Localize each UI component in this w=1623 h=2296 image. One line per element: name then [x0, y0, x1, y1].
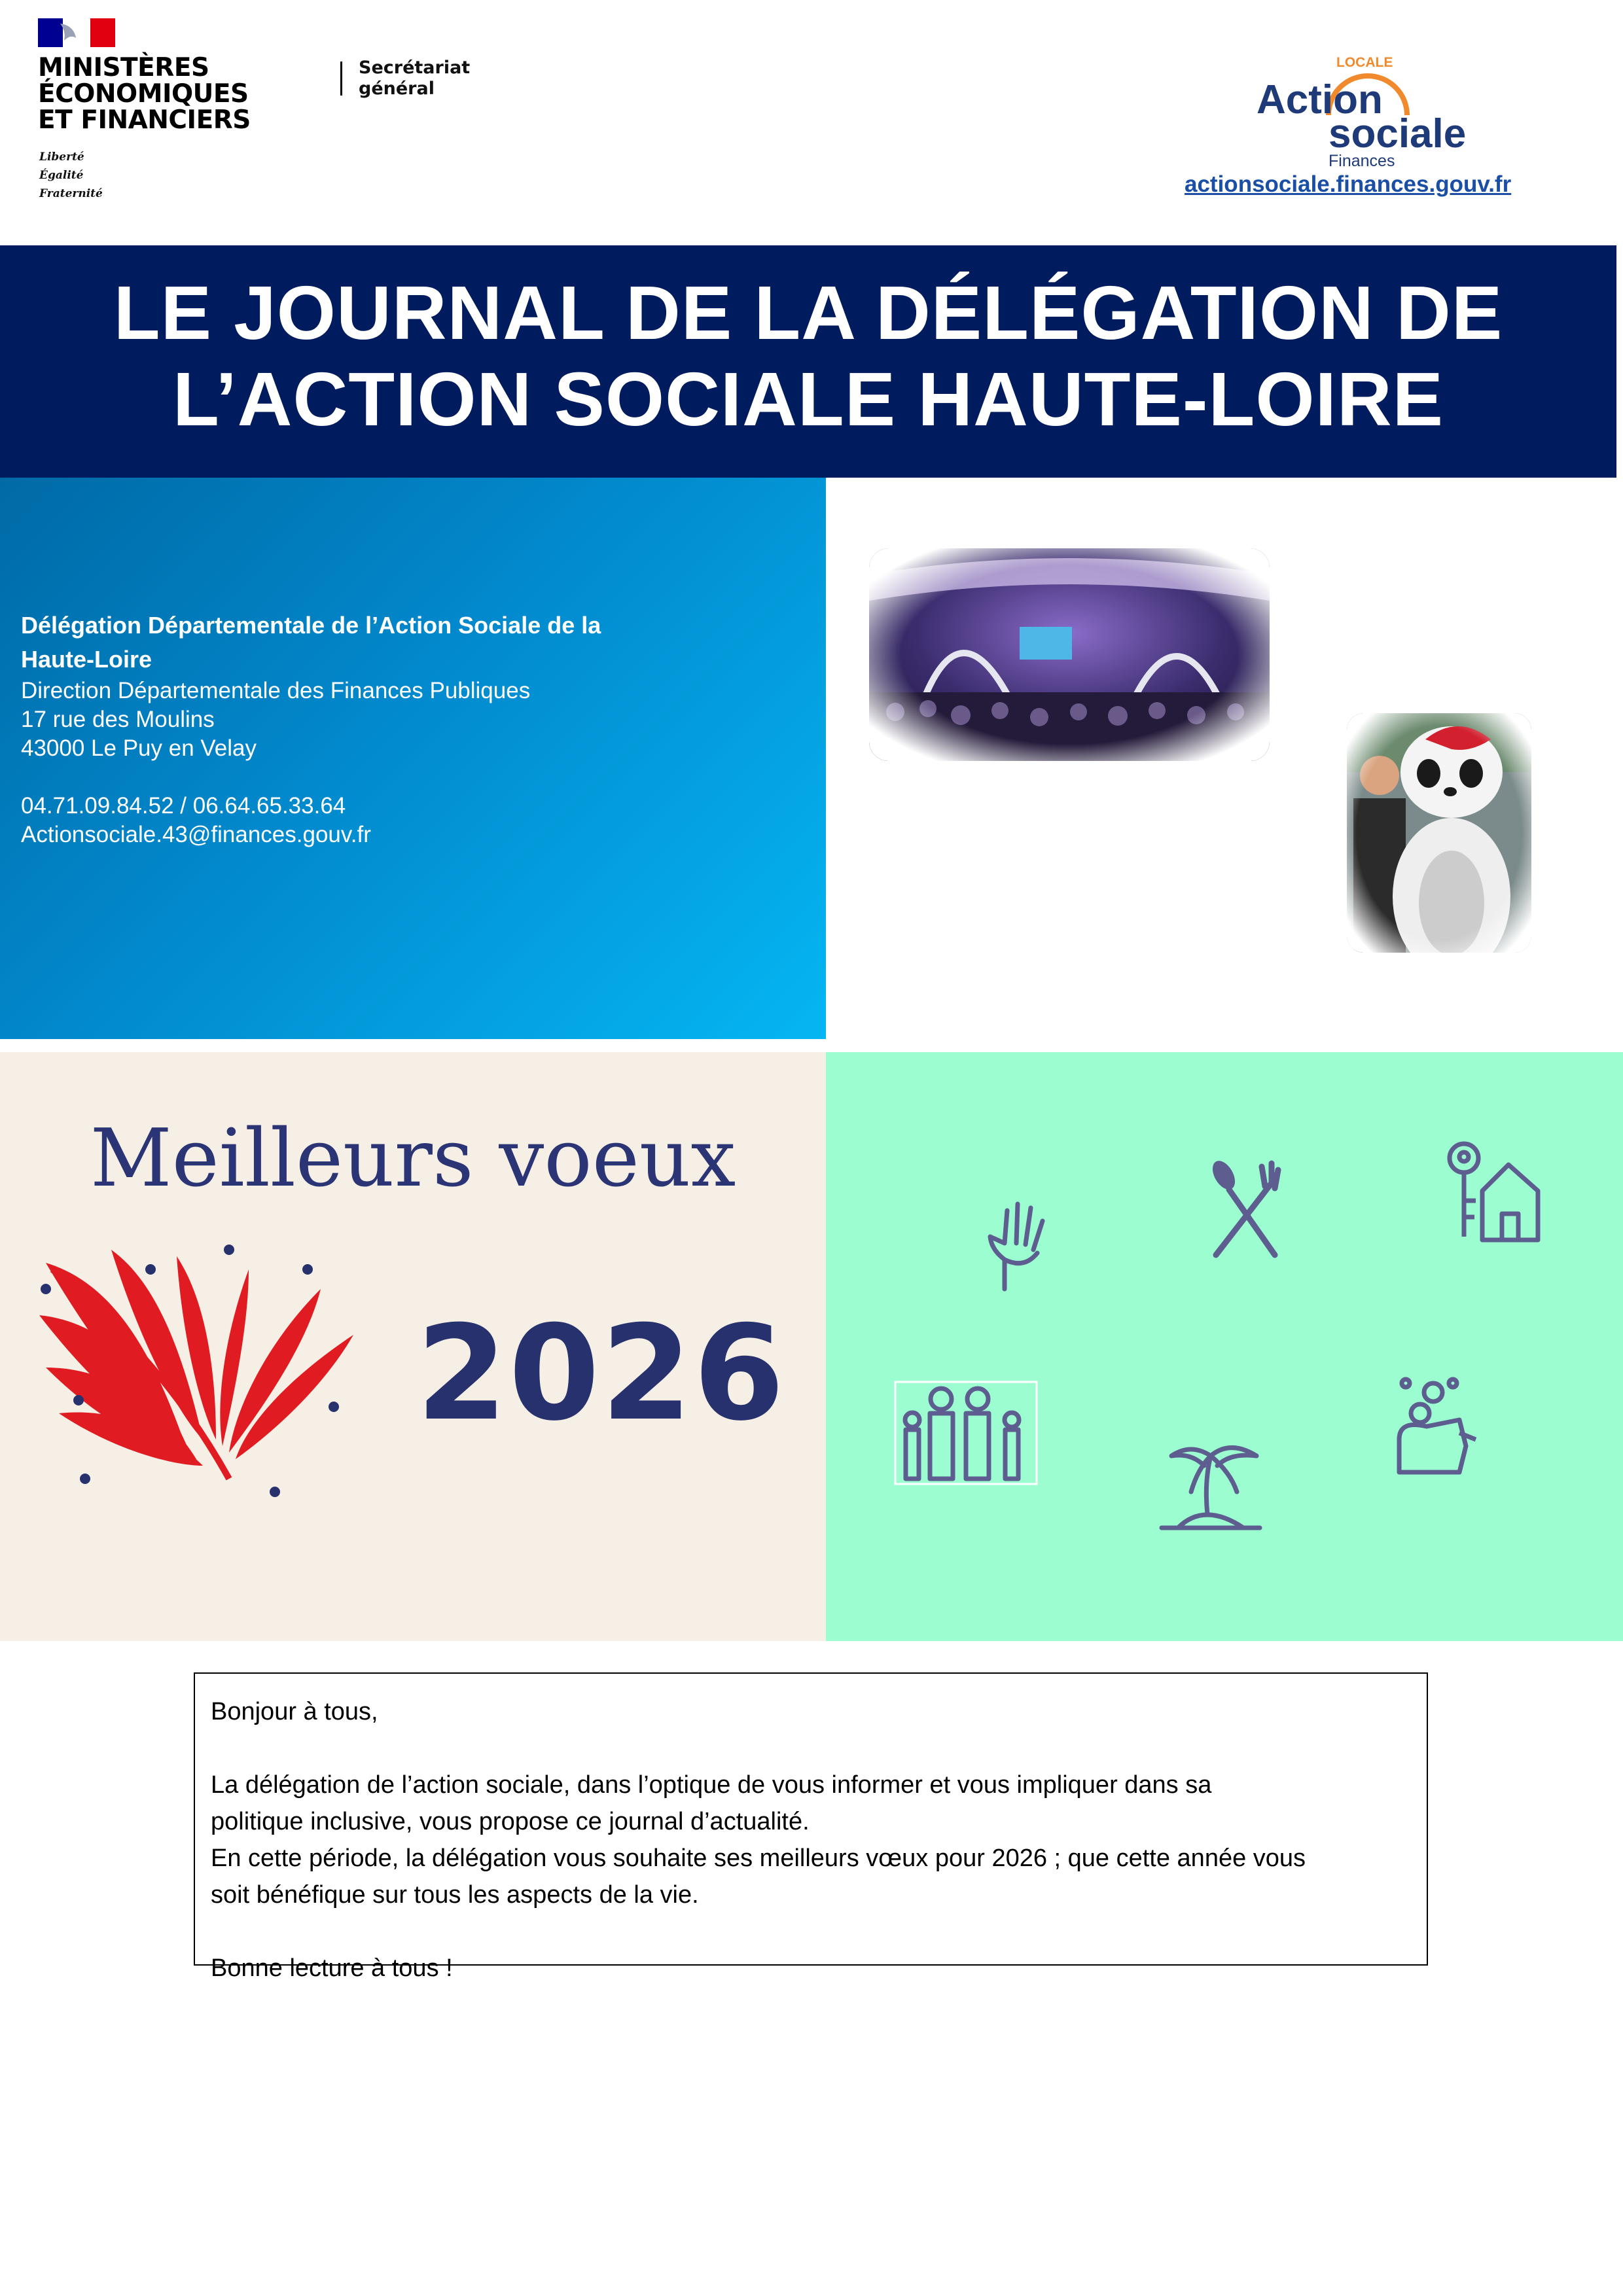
palm-leaf-icon [33, 1243, 373, 1505]
family-icon [894, 1381, 1038, 1485]
hand-icon [985, 1197, 1050, 1296]
logo-locale: LOCALE [1336, 55, 1393, 70]
secretariat-line: Secrétariat [359, 58, 471, 78]
letter-line: En cette période, la délégation vous souhaite ses meilleurs vœux pour 2026 ; que cette année vous [211, 1845, 1306, 1872]
email-address[interactable]: Actionsociale.43@finances.gouv.fr [21, 822, 371, 847]
page-title [0, 270, 1616, 442]
direction-name: Direction Départementale des Finances Publiques [21, 678, 531, 703]
org-name-line: Haute-Loire [21, 646, 152, 673]
org-name-line: Délégation Départementale de l’Action Sociale de la [21, 612, 601, 639]
republic-motto [39, 148, 103, 203]
greetings-title: Meilleurs voeux [90, 1112, 736, 1205]
greetings-year: 2026 [416, 1298, 786, 1450]
letter-line: La délégation de l’action sociale, dans l’optique de vous informer et vous impliquer dans sa [211, 1771, 1212, 1799]
title-line: L’ACTION SOCIALE HAUTE-LOIRE [173, 357, 1444, 442]
logo-sociale: sociale [1329, 111, 1467, 156]
marianne-flag-logo [38, 18, 115, 47]
letter-greeting: Bonjour à tous, [211, 1698, 378, 1725]
logo-action: Action [1257, 77, 1383, 122]
island-icon [1158, 1430, 1263, 1534]
ministry-line: ET FINANCIERS [38, 105, 251, 135]
secretariat-label [359, 58, 470, 99]
letter-line: soit bénéfique sur tous les aspects de la vie. [211, 1881, 699, 1909]
ministry-line: ÉCONOMIQUES [38, 79, 249, 109]
ministry-name [38, 55, 274, 133]
cutlery-icon [1209, 1157, 1281, 1262]
phone-numbers: 04.71.09.84.52 / 06.64.65.33.64 [21, 793, 346, 819]
motto-line: Égalité [39, 169, 84, 182]
panda-mascot-photo [1347, 713, 1531, 953]
logo-finances: Finances [1329, 152, 1395, 170]
header-divider [340, 62, 342, 96]
piggy-bank-icon [1387, 1374, 1479, 1479]
street-address: 17 rue des Moulins [21, 707, 215, 732]
title-line: LE JOURNAL DE LA DÉLÉGATION DE [113, 270, 1503, 355]
key-house-icon [1443, 1139, 1541, 1243]
ministry-line: MINISTÈRES [38, 53, 209, 82]
city-address: 43000 Le Puy en Velay [21, 735, 257, 761]
motto-line: Liberté [39, 150, 84, 164]
motto-line: Fraternité [39, 187, 103, 200]
website-link[interactable]: actionsociale.finances.gouv.fr [1185, 171, 1512, 197]
letter-closing: Bonne lecture à tous ! [211, 1954, 453, 1982]
welcome-letter [194, 1672, 1428, 1982]
contact-info [21, 609, 806, 849]
event-hall-photo [869, 548, 1270, 761]
letter-line: politique inclusive, vous propose ce journal d’actualité. [211, 1808, 810, 1835]
secretariat-line: général [359, 79, 435, 99]
